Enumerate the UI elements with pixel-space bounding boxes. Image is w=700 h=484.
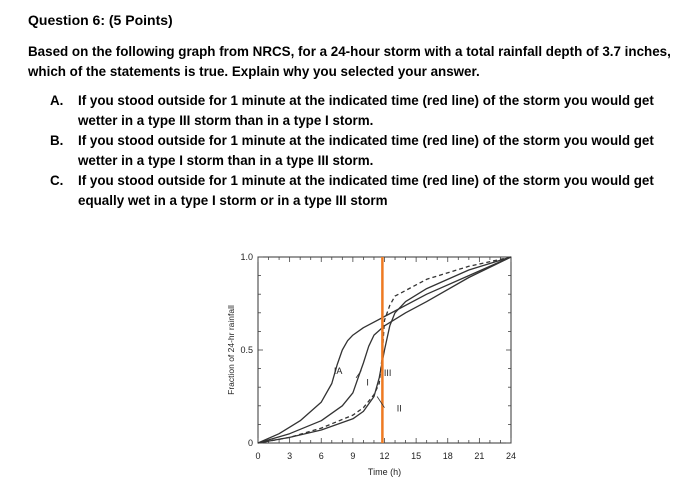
option-c-letter: C. — [50, 173, 64, 188]
series-iii-label: III — [383, 368, 392, 379]
option-c[interactable] — [50, 171, 670, 211]
x-tick-label: 0 — [255, 451, 261, 461]
y-tick-label: 0 — [247, 438, 253, 448]
x-axis-label: Time (h) — [367, 467, 402, 477]
option-a-letter: A. — [50, 93, 64, 108]
series-i-label: I — [366, 377, 369, 388]
answer-options — [50, 91, 670, 211]
option-a[interactable] — [50, 91, 670, 131]
option-b[interactable] — [50, 131, 670, 171]
rainfall-distribution-chart — [210, 240, 530, 480]
x-tick-label: 6 — [318, 451, 324, 461]
option-b-letter: B. — [50, 133, 64, 148]
x-tick-label: 9 — [350, 451, 356, 461]
x-tick-label: 21 — [474, 451, 485, 461]
option-b-text: If you stood outside for 1 minute at the indicated time (red line) of the storm you would get wetter in a type I storm than in a type III storm. — [78, 133, 654, 168]
question-title: Question 6: (5 Points) — [28, 12, 173, 28]
option-a-text: If you stood outside for 1 minute at the indicated time (red line) of the storm you would get wetter in a type III storm than in a type I storm. — [78, 93, 654, 128]
x-tick-label: 24 — [505, 451, 517, 461]
question-prompt: Based on the following graph from NRCS, for a 24-hour storm with a total rainfall depth of 3.7 inches, which of the statements is true. Explain why you selected your answer. — [28, 44, 671, 79]
x-tick-label: 3 — [287, 451, 293, 461]
x-tick-label: 12 — [379, 451, 390, 461]
series-ia-label: IA — [333, 366, 343, 377]
x-tick-label: 18 — [442, 451, 453, 461]
x-tick-label: 15 — [411, 451, 422, 461]
y-tick-label: 1.0 — [240, 252, 253, 262]
y-axis-label: Fraction of 24-hr rainfall — [226, 305, 236, 395]
y-tick-label: 0.5 — [240, 345, 253, 355]
series-iii-line — [258, 257, 511, 443]
series-ii-label: II — [396, 403, 402, 414]
option-c-text: If you stood outside for 1 minute at the indicated time (red line) of the storm you would get equally wet in a type I storm or in a type III storm — [78, 173, 654, 208]
